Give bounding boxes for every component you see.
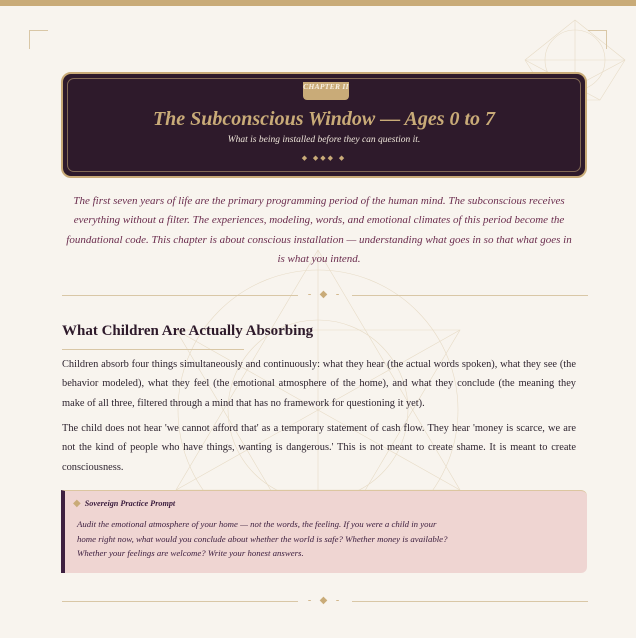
bottom-divider bbox=[62, 594, 588, 608]
corner-ornament-right bbox=[588, 30, 607, 49]
top-accent-bar bbox=[0, 0, 636, 6]
practice-callout bbox=[61, 490, 587, 573]
chapter-title: The Subconscious Window — Ages 0 to 7 bbox=[152, 108, 496, 130]
chapter-subtitle: What is being installed before they can question it. bbox=[227, 135, 421, 145]
diamond-ornament-icon: ◆ ◆◆◆ ◆ bbox=[301, 154, 347, 162]
practice-prompt-text: Audit the emotional atmosphere of your home — not the words, the feeling. If you were a child in your home right now, what would you conclude about whether the world is safe? Whether money is available? Whether your feelings are welcome? Write your honest answers. bbox=[77, 519, 448, 559]
divider-diamond-icon: - ◆ - bbox=[307, 289, 343, 300]
chapter-label: CHAPTER II bbox=[303, 82, 349, 100]
section-heading: What Children Are Actually Absorbing bbox=[62, 323, 314, 339]
practice-label-text: Sovereign Practice Prompt bbox=[84, 499, 176, 508]
corner-ornament-left bbox=[29, 30, 48, 49]
chapter-banner bbox=[61, 72, 587, 178]
practice-label bbox=[73, 498, 175, 509]
chapter-intro: The first seven years of life are the primary programming period of the human mind. The subconscious receives everything without a filter. The experiences, modeling, words, and emotional climates of this period become the foundational code. This chapter is about conscious installation — understanding what goes in so that what goes in is what you intend. bbox=[66, 195, 572, 266]
diamond-icon: ◆ bbox=[73, 498, 81, 509]
heading-underline bbox=[62, 349, 244, 350]
section-divider bbox=[62, 288, 588, 302]
divider-diamond-icon: - ◆ - bbox=[307, 595, 343, 606]
body-paragraph: The child does not hear 'we cannot afford that' as a temporary statement of cash flow. They hear 'money is scarce, we are not the kind of people who have things, wanting is dangerous.' This is not meant to create shame. It is meant to create consciousness. bbox=[62, 423, 576, 473]
body-paragraph: Children absorb four things simultaneously and continuously: what they hear (the actual words spoken), what they see (the behavior modeled), what they feel (the emotional atmosphere of the home), and what they conclude (the meaning they make of all three, filtered through a mind that has no framework for questioning it yet). bbox=[62, 359, 576, 409]
